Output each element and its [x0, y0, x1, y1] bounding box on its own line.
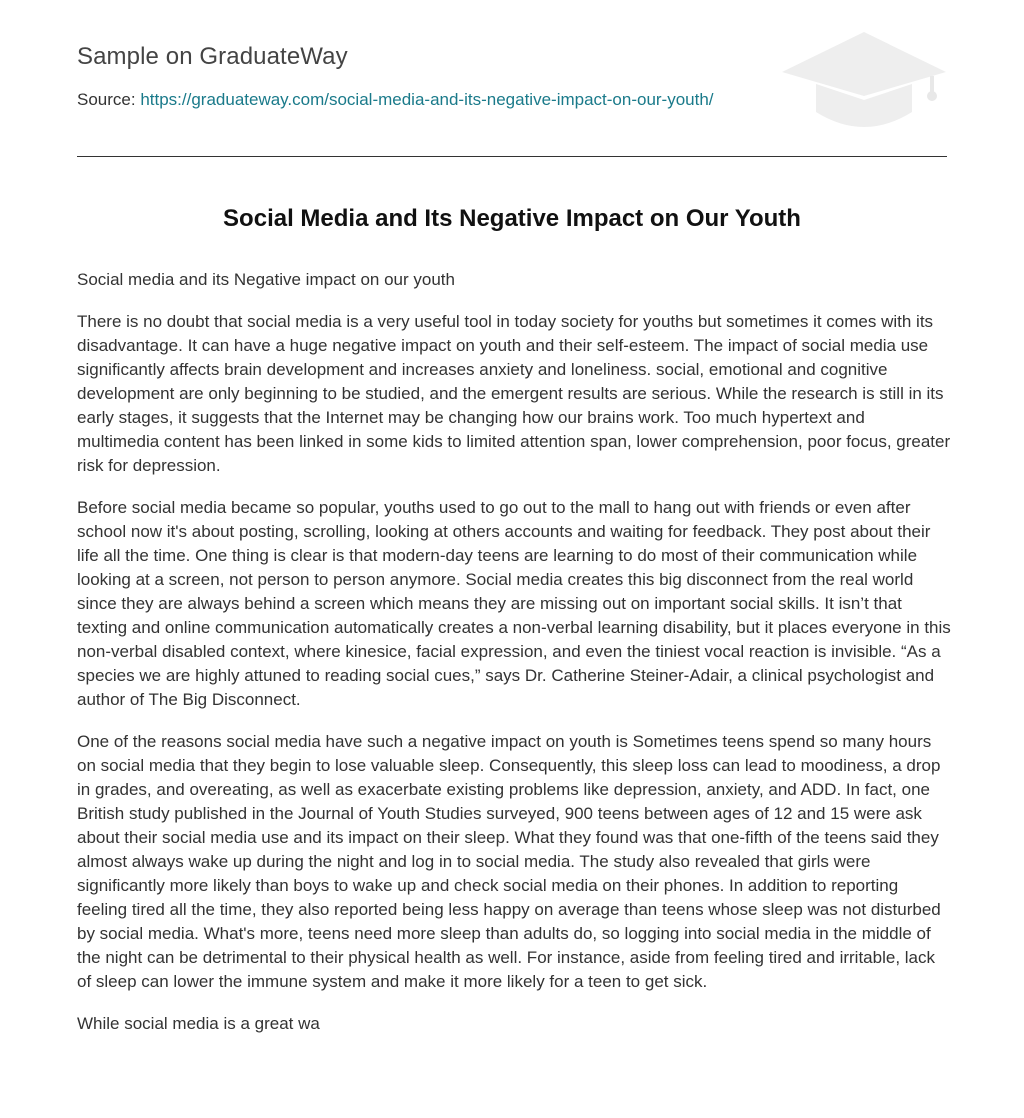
paragraph: One of the reasons social media have such a negative impact on youth is Sometimes teens spend so many hours on social media that they begin to lose valuable sleep. Consequently, this sleep loss can lead to moodiness, a drop in grades, and overeating, as well as exacerbate existing problems like depression, anxiety, and ADD. In fact, one British study published in the Journal of Youth Studies surveyed, 900 teens between ages of 12 and 15 were ask about their social media use and its impact on their sleep. What they found was that one-fifth of the teens said they almost always wake up during the night and log in to social media. The study also revealed that girls were significantly more likely than boys to wake up and check social media on their phones. In addition to reporting feeling tired all the time, they also reported being less happy on average than teens whose sleep was not disturbed by social media. What's more, teens need more sleep than adults do, so logging into social media in the middle of the night can be detrimental to their physical health as well. For instance, aside from feeling tired and irritable, lack of sleep can lower the immune system and make it more likely for a teen to get sick.: [77, 732, 941, 991]
source-link[interactable]: https://graduateway.com/social-media-and-its-negative-impact-on-our-youth/: [140, 90, 714, 109]
source-line: [77, 90, 714, 110]
paragraph: Social media and its Negative impact on our youth: [77, 270, 455, 289]
paragraph: There is no doubt that social media is a very useful tool in today society for youths but sometimes it comes with its disadvantage. It can have a huge negative impact on youth and their self-esteem. The impact of social media use significantly affects brain development and increases anxiety and loneliness. social, emotional and cognitive development are only beginning to be studied, and the emergent results are serious. While the research is still in its early stages, it suggests that the Internet may be changing how our brains work. Too much hypertext and multimedia content has been linked in some kids to limited attention span, lower comprehension, poor focus, greater risk for depression.: [77, 312, 951, 475]
article-title: Social Media and Its Negative Impact on Our Youth: [223, 205, 801, 232]
site-name: Sample on GraduateWay: [77, 43, 348, 70]
source-label: Source:: [77, 90, 141, 109]
paragraph: Before social media became so popular, youths used to go out to the mall to hang out with friends or even after school now it's about posting, scrolling, looking at others accounts and waiting for feedback. They post about their life all the time. One thing is clear is that modern-day teens are learning to do most of their communication while looking at a screen, not person to person anymore. Social media creates this big disconnect from the real world since they are always behind a screen which means they are missing out on important social skills. It isn’t that texting and online communication automatically creates a non-verbal learning disability, but it places everyone in this non-verbal disabled context, where kinesice, facial expression, and even the tiniest vocal reaction is invisible. “As a species we are highly attuned to reading social cues,” says Dr. Catherine Steiner-Adair, a clinical psychologist and author of The Big Disconnect.: [77, 498, 951, 709]
article-body: [77, 268, 951, 1054]
graduation-cap-icon: [780, 30, 948, 132]
paragraph-truncated: While social media is a great wa: [77, 1014, 320, 1033]
page-header: [77, 0, 947, 157]
